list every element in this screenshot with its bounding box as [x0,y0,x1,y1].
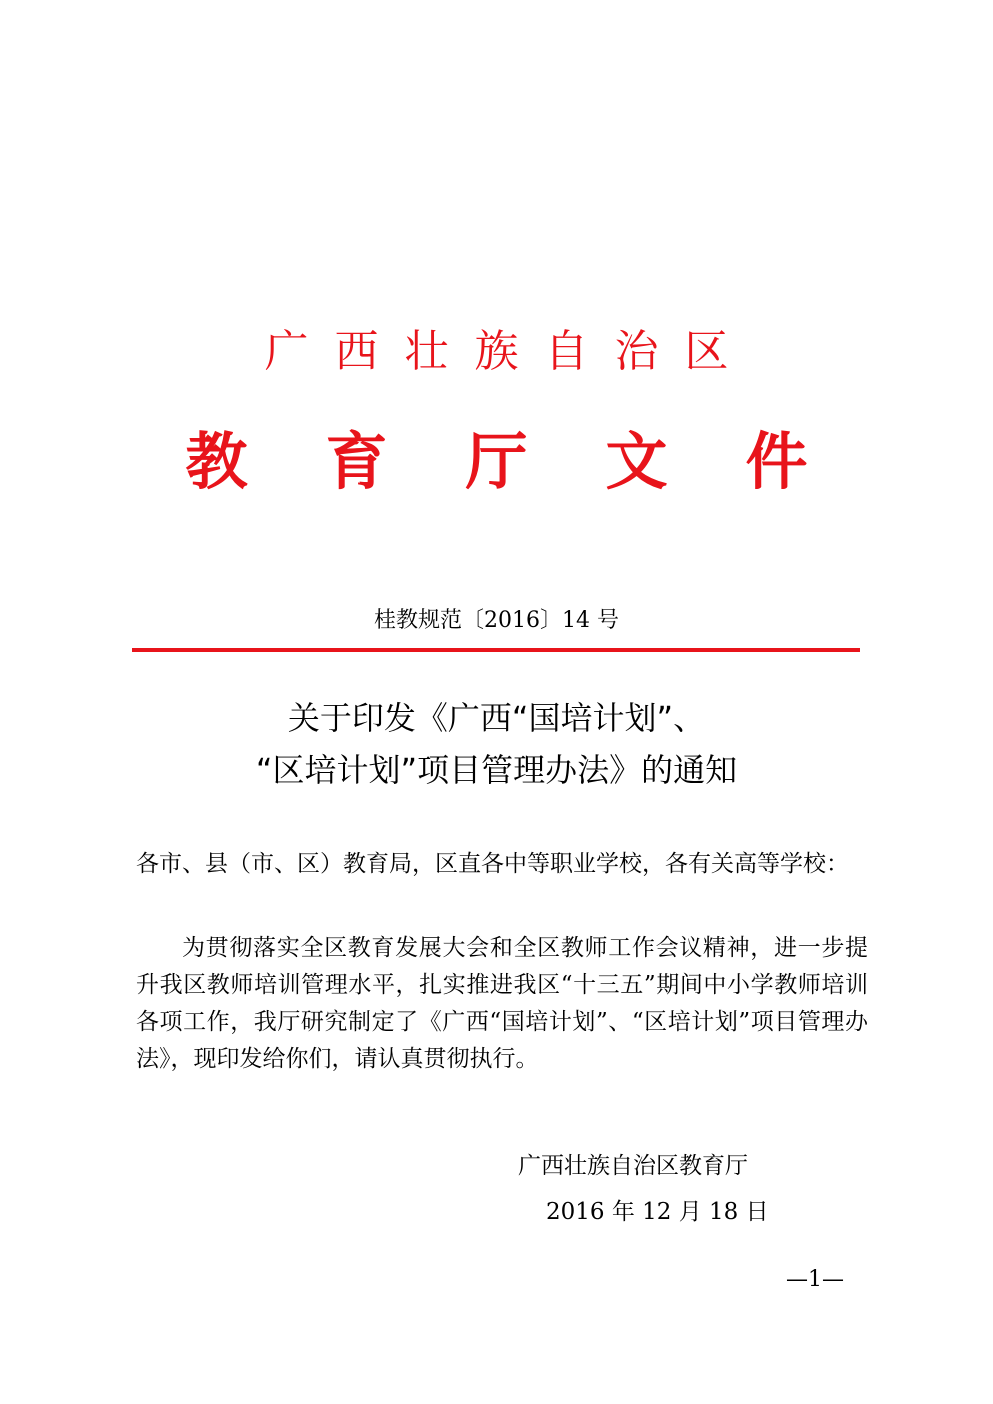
body-paragraph [136,930,868,1078]
body-paragraph-text: 为贯彻落实全区教育发展大会和全区教师工作会议精神，进一步提升我区教师培训管理水平，扎实推进我区“十三五”期间中小学教师培训各项工作，我厅研究制定了《广西“国培计划”、“区培计划”项目管理办法》，现印发给你们，请认真贯彻执行。 [136,935,868,1072]
salutation [136,846,868,883]
notice-title-line-1: 关于印发《广西“国培计划”、 [287,699,706,737]
document-type-heading: 教育厅文件 [185,425,886,498]
notice-title-line-2: “区培计划”项目管理办法》的通知 [255,751,738,789]
page-number: —1— [786,1267,844,1292]
issuer-heading: 广西壮族自治区 [264,326,755,377]
signature-date: 2016 年 12 月 18 日 [546,1199,769,1225]
signature-organization: 广西壮族自治区教育厅 [518,1153,748,1179]
salutation-text: 各市、县（市、区）教育局，区直各中等职业学校，各有关高等学校： [136,851,849,877]
red-divider [132,648,860,652]
document-number: 桂教规范〔2016〕14 号 [374,608,619,633]
